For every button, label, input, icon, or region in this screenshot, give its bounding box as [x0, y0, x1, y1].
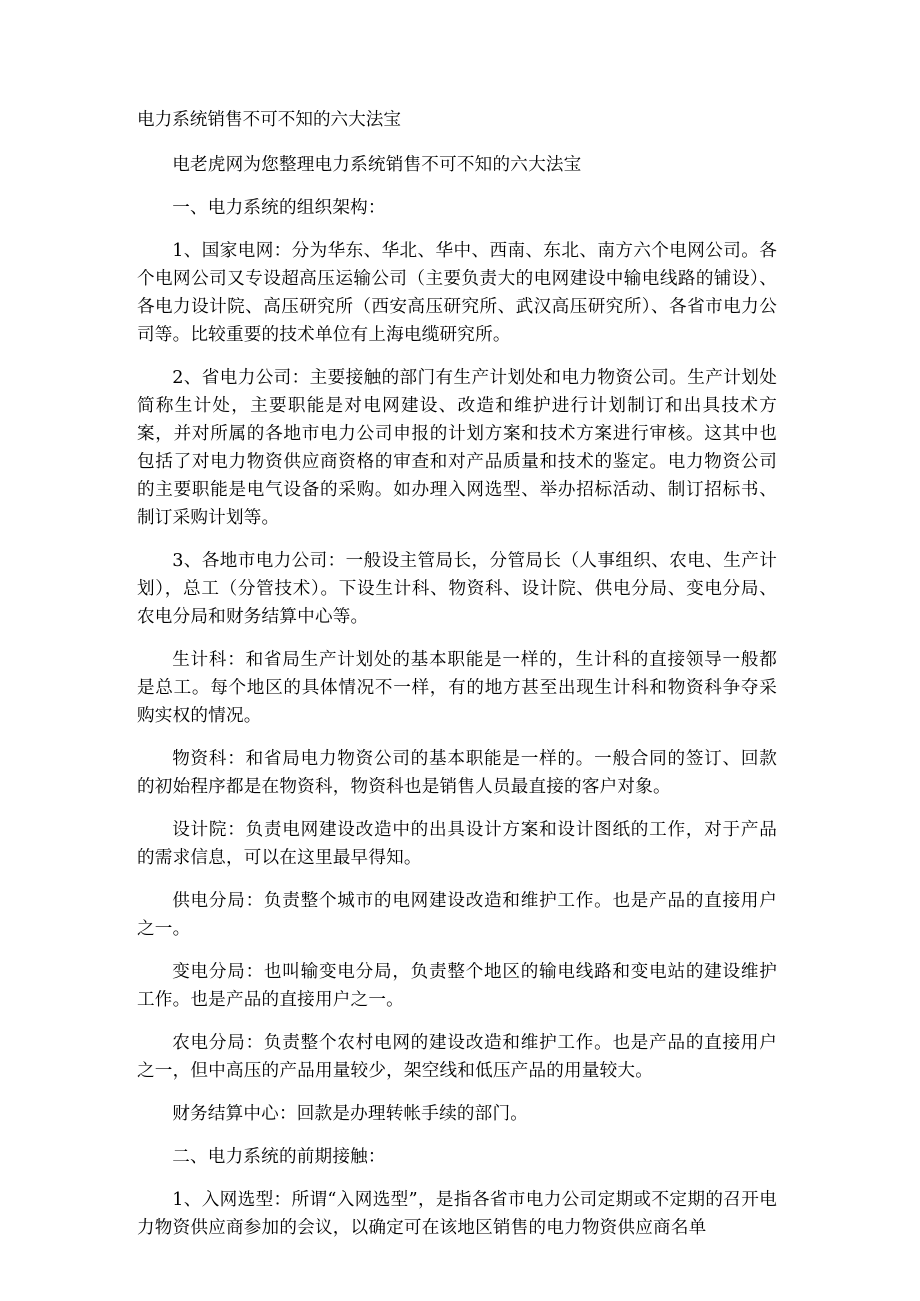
paragraph-substation-bureau: 变电分局：也叫输变电分局，负责整个地区的输电线路和变电站的建设维护工作。也是产品的直接用户之一。: [137, 962, 777, 1010]
paragraph-rural-power-bureau: 农电分局：负责整个农村电网的建设改造和维护工作。也是产品的直接用户之一，但中高压的产品用量较少，架空线和低压产品的用量较大。: [137, 1033, 777, 1081]
document-title: 电力系统销售不可不知的六大法宝: [137, 110, 401, 130]
paragraph-production-planning: 生计科：和省局生产计划处的基本职能是一样的，生计科的直接领导一般都是总工。每个地区的具体情况不一样，有的地方甚至出现生计科和物资科争夺采购实权的情况。: [137, 650, 777, 726]
paragraph-city-company: 3、各地市电力公司：一般设主管局长，分管局长（人事组织、农电、生产计划），总工（分管技术）。下设生计科、物资科、设计院、供电分局、变电分局、农电分局和财务结算中心等。: [137, 551, 777, 627]
paragraph-network-selection: 1、入网选型：所谓“入网选型”，是指各省市电力公司定期或不定期的召开电力物资供应商参加的会议，以确定可在该地区销售的电力物资供应商名单: [137, 1190, 777, 1238]
paragraph-design-institute: 设计院：负责电网建设改造中的出具设计方案和设计图纸的工作，对于产品的需求信息，可以在这里最早得知。: [137, 820, 777, 868]
paragraph-materials-dept: 物资科：和省局电力物资公司的基本职能是一样的。一般合同的签订、回款的初始程序都是在物资科，物资科也是销售人员最直接的客户对象。: [137, 749, 777, 797]
paragraph-state-grid: 1、国家电网：分为华东、华北、华中、西南、东北、南方六个电网公司。各个电网公司又专设超高压运输公司（主要负责大的电网建设中输电线路的铺设）、各电力设计院、高压研究所（西安高压研究所、武汉高压研究所）、各省市电力公司等。比较重要的技术单位有上海电缆研究所。: [137, 241, 777, 345]
paragraph-finance-center: 财务结算中心：回款是办理转帐手续的部门。: [172, 1104, 529, 1124]
intro-paragraph: 电老虎网为您整理电力系统销售不可不知的六大法宝: [172, 155, 582, 175]
section-heading-early-contact: 二、电力系统的前期接触：: [172, 1147, 386, 1167]
paragraph-provincial-company: 2、省电力公司：主要接触的部门有生产计划处和电力物资公司。生产计划处简称生计处，主要职能是对电网建设、改造和维护进行计划制订和出具技术方案，并对所属的各地市电力公司申报的计划方案和技术方案进行审核。这其中也包括了对电力物资供应商资格的审查和对产品质量和技术的鉴定。电力物资公司的主要职能是电气设备的采购。如办理入网选型、举办招标活动、制订招标书、制订采购计划等。: [137, 368, 777, 528]
section-heading-organization: 一、电力系统的组织架构：: [172, 198, 386, 218]
paragraph-power-supply-bureau: 供电分局：负责整个城市的电网建设改造和维护工作。也是产品的直接用户之一。: [137, 891, 777, 939]
document-page: [137, 106, 777, 1242]
